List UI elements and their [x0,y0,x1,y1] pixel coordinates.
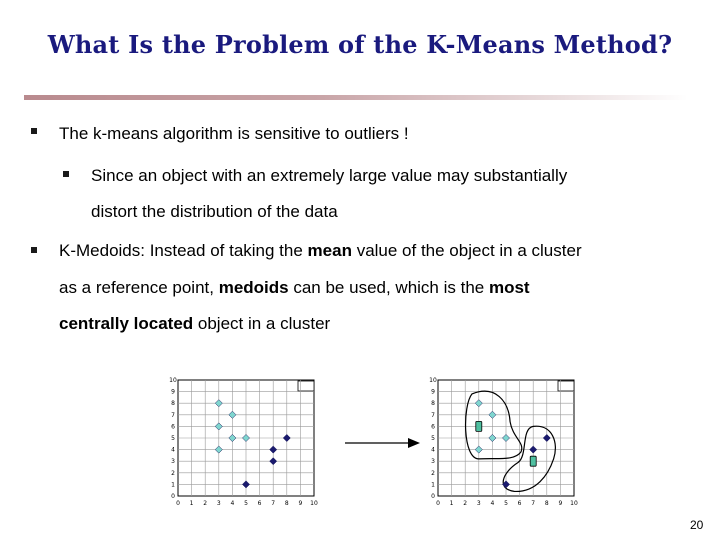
y-tick-label: 6 [171,423,175,431]
y-tick-label: 0 [171,493,175,500]
x-tick-label: 6 [257,500,262,507]
text-run: as a reference point, [59,278,219,297]
x-tick-label: 9 [558,500,563,507]
scatter-plot-before [166,374,316,514]
x-tick-label: 6 [517,500,522,507]
y-tick-label: 0 [431,493,435,500]
bullet-marker-1 [31,128,37,134]
y-tick-label: 10 [169,377,177,384]
y-tick-label: 7 [171,411,175,419]
scatter-plot-after [426,374,576,514]
y-tick-label: 3 [431,458,435,466]
slide-title: What Is the Problem of the K-Means Method? [47,30,673,59]
text-run: The k-means algorithm is sensitive to outliers ! [59,124,409,143]
y-tick-label: 4 [431,446,435,454]
text-run: can be used, which is the [288,278,489,297]
bullet-1-line-1 [59,124,409,144]
transform-arrow [345,437,420,449]
medoid-marker [530,456,536,466]
x-tick-label: 3 [216,500,221,507]
x-tick-label: 2 [203,500,208,507]
text-run: K-Medoids: Instead of taking the [59,241,308,260]
x-tick-label: 2 [463,500,468,507]
y-tick-label: 6 [431,423,435,431]
y-tick-label: 4 [171,446,175,454]
y-tick-label: 8 [431,400,435,408]
y-tick-label: 5 [431,435,435,442]
bold-run: medoids [218,278,289,297]
title-divider [24,95,688,100]
bullet-3-line-2 [59,278,530,298]
x-tick-label: 3 [476,500,481,507]
y-tick-label: 7 [431,411,435,419]
x-tick-label: 9 [298,500,303,507]
medoid-marker [476,421,482,431]
x-tick-label: 1 [189,500,194,507]
x-tick-label: 10 [310,500,318,507]
x-tick-label: 7 [531,500,536,507]
text-run: distort the distribution of the data [91,202,338,221]
y-tick-label: 3 [171,458,175,466]
text-run: value of the object in a cluster [351,241,582,260]
y-tick-label: 9 [431,388,435,396]
y-tick-label: 2 [171,469,175,477]
y-tick-label: 1 [171,481,175,489]
bullet-marker-3 [31,247,37,253]
y-tick-label: 2 [431,469,435,477]
x-tick-label: 8 [284,500,289,507]
bullet-2-line-1 [91,166,567,186]
bold-run: centrally located [59,314,194,333]
text-run: Since an object with an extremely large value may substantially [91,166,568,185]
x-tick-label: 4 [490,500,495,507]
page-number: 20 [690,518,704,532]
y-tick-label: 8 [171,400,175,408]
bold-run: most [488,278,530,297]
bullet-2-line-2 [91,202,338,222]
text-run: object in a cluster [193,314,331,333]
x-tick-label: 0 [176,500,180,507]
y-tick-label: 10 [429,377,437,384]
y-tick-label: 5 [171,435,175,442]
y-tick-label: 9 [171,388,175,396]
x-tick-label: 7 [271,500,276,507]
x-tick-label: 5 [504,500,508,507]
x-tick-label: 8 [544,500,549,507]
bullet-3-line-3 [59,314,330,334]
y-tick-label: 1 [431,481,435,489]
x-tick-label: 4 [230,500,235,507]
x-tick-label: 10 [570,500,578,507]
bullet-marker-2 [63,171,69,177]
x-tick-label: 5 [244,500,248,507]
x-tick-label: 0 [436,500,440,507]
x-tick-label: 1 [449,500,454,507]
bullet-3-line-1 [59,241,582,261]
bold-run: mean [307,241,352,260]
